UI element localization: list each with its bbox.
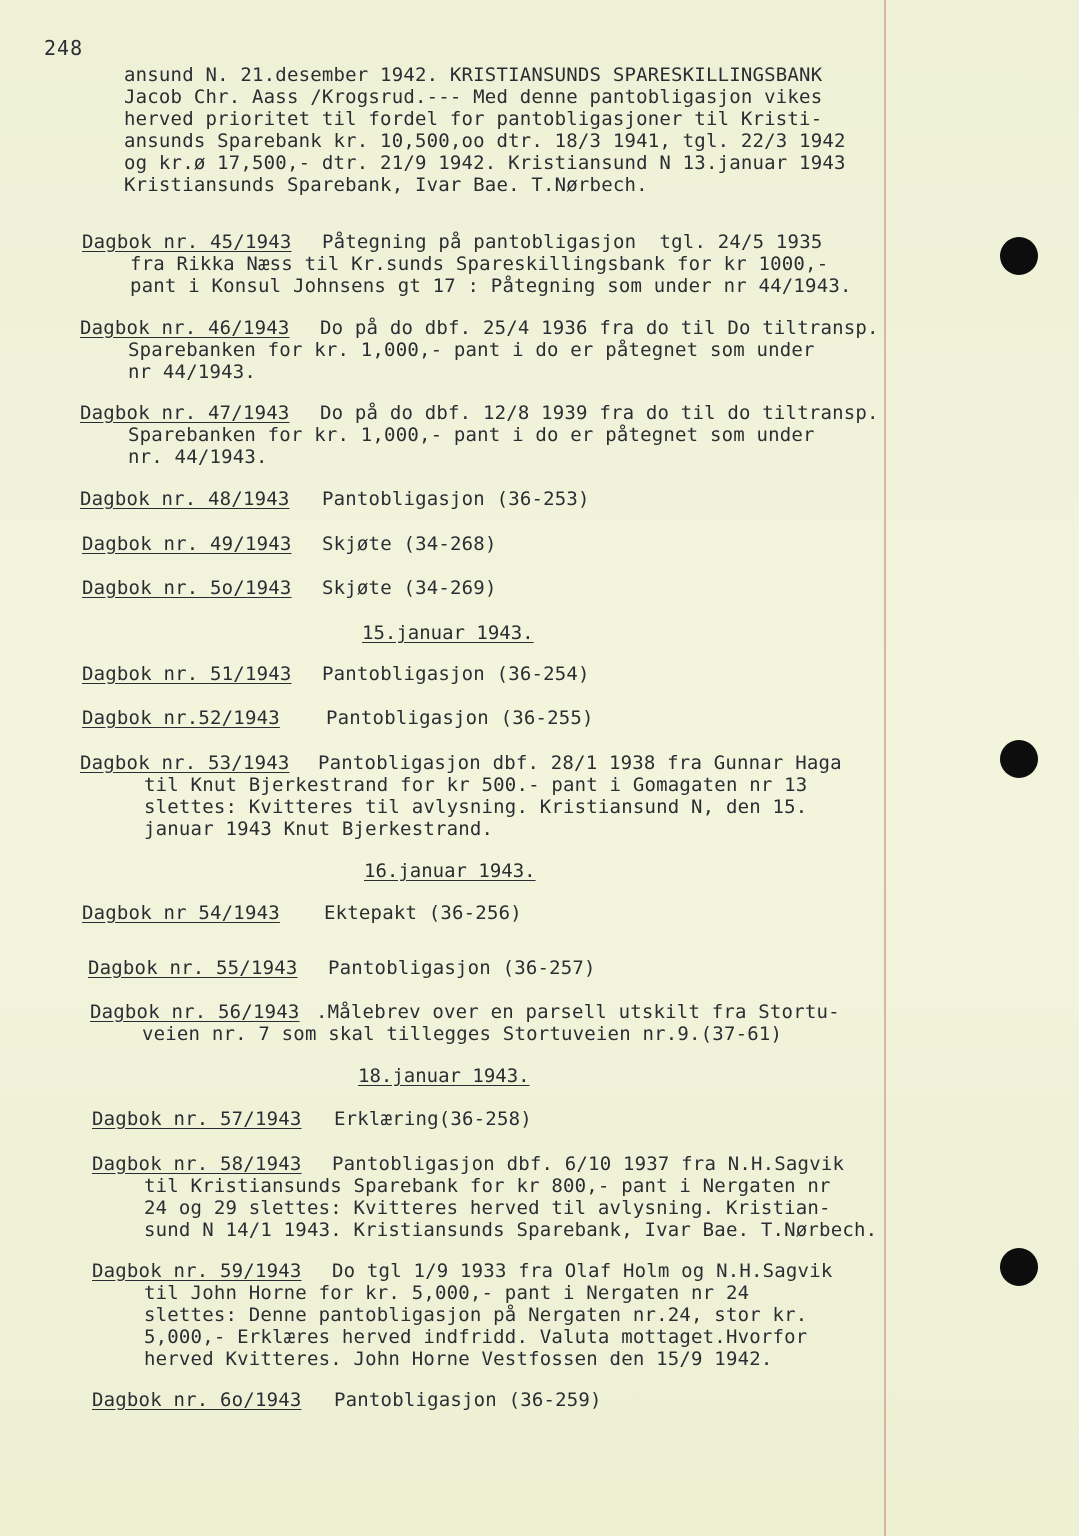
entry-line: pant i Konsul Johnsens gt 17 : Påtegning som under nr 44/1943. [130,275,852,297]
entry-ref: Dagbok nr. 59/1943 [92,1260,302,1282]
entry-line: Pantobligasjon (36-254) [322,663,590,685]
entry-line: Do på do dbf. 12/8 1939 fra do til do tiltransp. [320,402,879,424]
entry-line: Skjøte (34-269) [322,577,497,599]
entry-line: Do tgl 1/9 1933 fra Olaf Holm og N.H.Sagvik [332,1260,833,1282]
entry-line: Pantobligasjon dbf. 6/10 1937 fra N.H.Sagvik [332,1153,845,1175]
entry-line: Påtegning på pantobligasjon tgl. 24/5 1935 [322,231,823,253]
entry-line: Pantobligasjon (36-255) [326,707,594,729]
page-number: 248 [44,36,84,60]
entry-ref: Dagbok nr. 53/1943 [80,752,290,774]
punch-hole [1000,740,1038,778]
entry-ref: Dagbok nr 54/1943 [82,902,280,924]
entry-ref: Dagbok nr. 45/1943 [82,231,292,253]
entry-line: fra Rikka Næss til Kr.sunds Spareskillingsbank for kr 1000,- [130,253,829,275]
entry-line: Skjøte (34-268) [322,533,497,555]
entry-ref: Dagbok nr. 56/1943 [90,1001,300,1023]
entry-line: til Knut Bjerkestrand for kr 500.- pant i Gomagaten nr 13 [144,774,808,796]
entry-line: til John Horne for kr. 5,000,- pant i Nergaten nr 24 [144,1282,750,1304]
entry-line: Pantobligasjon (36-259) [334,1389,602,1411]
entry-ref: Dagbok nr. 51/1943 [82,663,292,685]
continuation-line: Jacob Chr. Aass /Krogsrud.--- Med denne pantobligasjon vikes [124,86,823,108]
continuation-line: og kr.ø 17,500,- dtr. 21/9 1942. Kristiansund N 13.januar 1943 [124,152,846,174]
entry-line: 24 og 29 slettes: Kvitteres herved til avlysning. Kristian- [144,1197,831,1219]
entry-line: Sparebanken for kr. 1,000,- pant i do er påtegnet som under [128,339,815,361]
entry-line: Pantobligasjon (36-257) [328,957,596,979]
entry-ref: Dagbok nr. 46/1943 [80,317,290,339]
date-heading: 18.januar 1943. [358,1065,530,1087]
entry-ref: Dagbok nr. 58/1943 [92,1153,302,1175]
entry-ref: Dagbok nr. 55/1943 [88,957,298,979]
continuation-line: ansund N. 21.desember 1942. KRISTIANSUNDS SPARESKILLINGSBANK [124,64,823,86]
entry-ref: Dagbok nr. 6o/1943 [92,1389,302,1411]
entry-line: Sparebanken for kr. 1,000,- pant i do er påtegnet som under [128,424,815,446]
continuation-line: Kristiansunds Sparebank, Ivar Bae. T.Nørbech. [124,174,648,196]
entry-ref: Dagbok nr. 5o/1943 [82,577,292,599]
entry-line: veien nr. 7 som skal tillegges Stortuveien nr.9.(37-61) [142,1023,783,1045]
continuation-line: ansunds Sparebank kr. 10,500,oo dtr. 18/3 1941, tgl. 22/3 1942 [124,130,846,152]
entry-line: Pantobligasjon dbf. 28/1 1938 fra Gunnar Haga [318,752,842,774]
continuation-line: herved prioritet til fordel for pantobligasjoner til Kristi- [124,108,823,130]
entry-line: nr 44/1943. [128,361,257,383]
entry-line: slettes: Denne pantobligasjon på Nergaten nr.24, stor kr. [144,1304,808,1326]
entry-ref: Dagbok nr. 49/1943 [82,533,292,555]
entry-ref: Dagbok nr. 57/1943 [92,1108,302,1130]
entry-line: sund N 14/1 1943. Kristiansunds Sparebank, Ivar Bae. T.Nørbech. [144,1219,878,1241]
entry-line: januar 1943 Knut Bjerkestrand. [144,818,494,840]
entry-line: Erklæring(36-258) [334,1108,532,1130]
entry-line: 5,000,- Erklæres herved indfridd. Valuta mottaget.Hvorfor [144,1326,808,1348]
entry-line: .Målebrev over en parsell utskilt fra Stortu- [316,1001,840,1023]
entry-ref: Dagbok nr. 48/1943 [80,488,290,510]
entry-line: til Kristiansunds Sparebank for kr 800,- pant i Nergaten nr [144,1175,831,1197]
entry-ref: Dagbok nr. 47/1943 [80,402,290,424]
entry-line: herved Kvitteres. John Horne Vestfossen den 15/9 1942. [144,1348,773,1370]
entry-line: Ektepakt (36-256) [324,902,522,924]
entry-line: Do på do dbf. 25/4 1936 fra do til Do tiltransp. [320,317,879,339]
margin-line [884,0,886,1536]
date-heading: 16.januar 1943. [364,860,536,882]
punch-hole [1000,237,1038,275]
entry-line: nr. 44/1943. [128,446,268,468]
date-heading: 15.januar 1943. [362,622,534,644]
entry-ref: Dagbok nr.52/1943 [82,707,280,729]
entry-line: Pantobligasjon (36-253) [322,488,590,510]
punch-hole [1000,1248,1038,1286]
entry-line: slettes: Kvitteres til avlysning. Kristiansund N, den 15. [144,796,808,818]
